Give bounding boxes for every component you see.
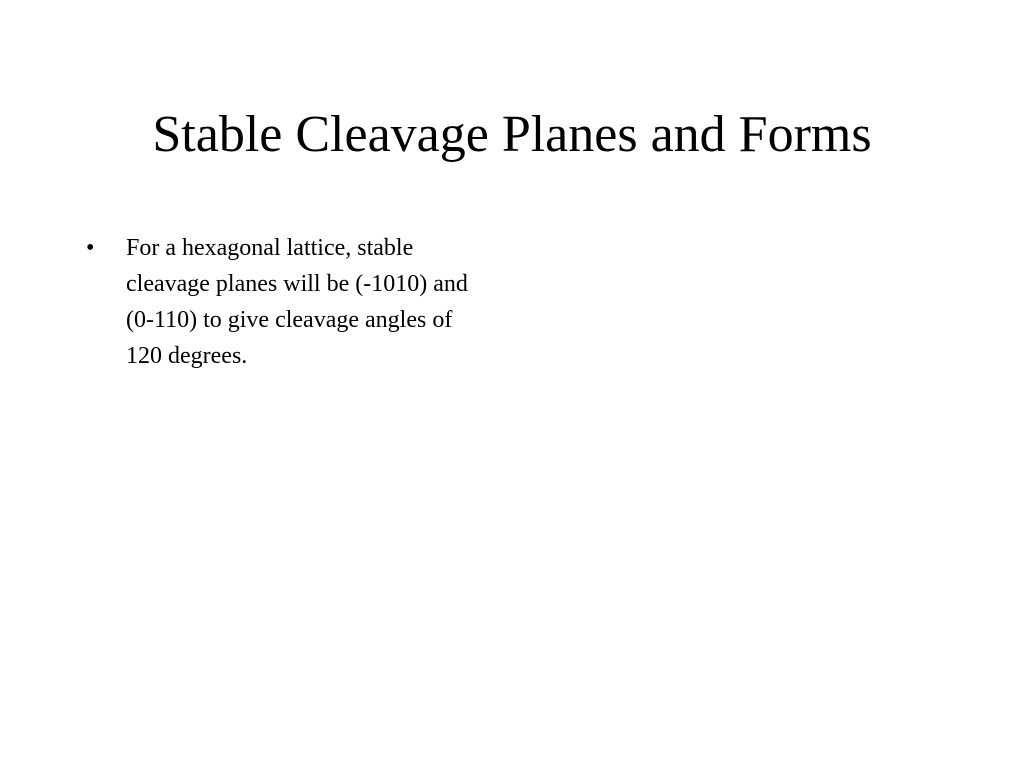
- bullet-marker: •: [86, 235, 95, 261]
- bullet-text: For a hexagonal lattice, stable cleavage planes will be (-1010) and (0-110) to give cleavage angles of 120 degrees.: [126, 235, 468, 369]
- slide-title: Stable Cleavage Planes and Forms: [152, 106, 872, 163]
- bullet-item: [86, 230, 526, 374]
- bullet-list: [86, 230, 526, 374]
